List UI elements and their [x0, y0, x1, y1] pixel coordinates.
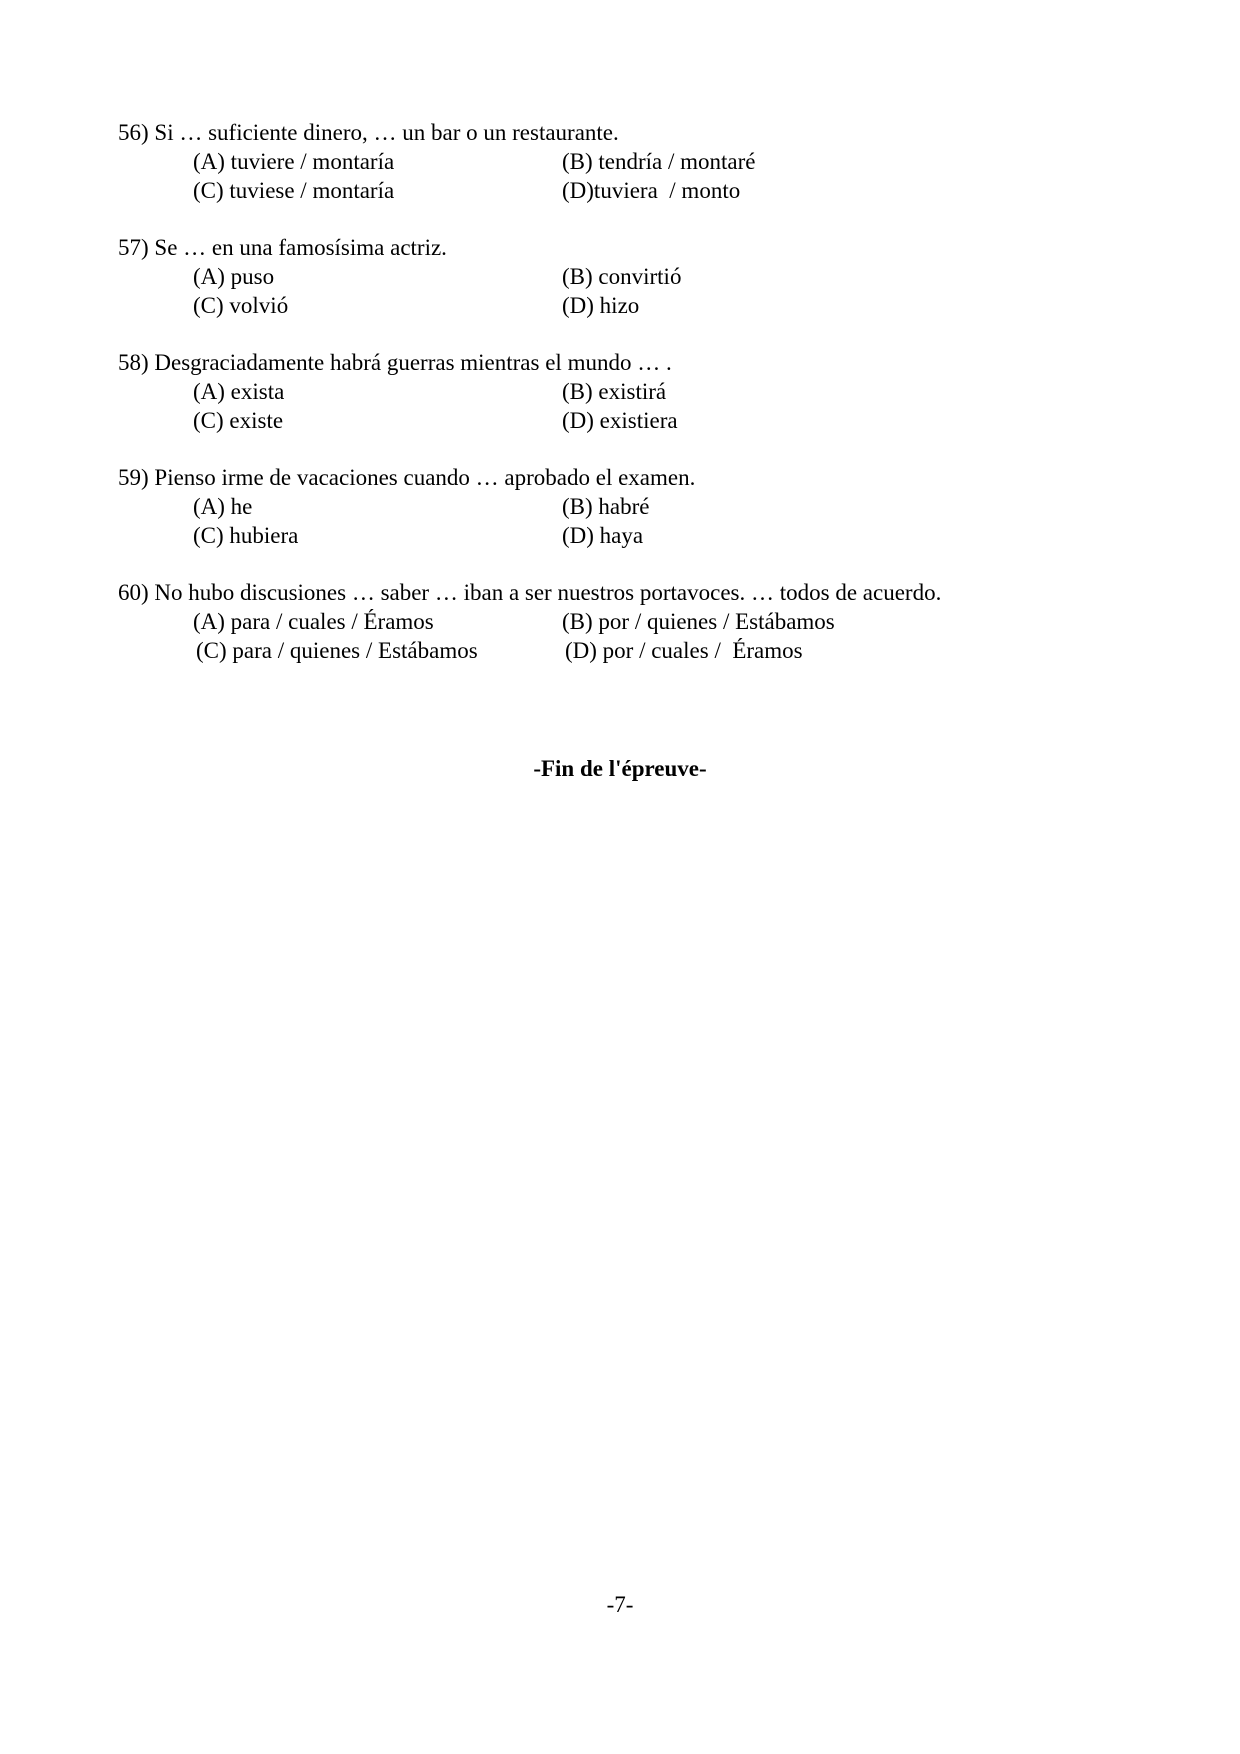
answer-options	[118, 492, 1158, 550]
option-b: (B) por / quienes / Estábamos	[562, 609, 835, 634]
answer-options	[118, 377, 1158, 435]
answer-options	[118, 262, 1158, 320]
question-stem: 57) Se … en una famosísima actriz.	[118, 235, 447, 260]
question-stem: 59) Pienso irme de vacaciones cuando … aprobado el examen.	[118, 465, 696, 490]
option-a: (A) he	[193, 494, 253, 519]
option-b: (B) tendría / montaré	[562, 149, 756, 174]
option-d: (D) por / cuales / Éramos	[565, 638, 803, 663]
option-a: (A) tuviere / montaría	[193, 149, 395, 174]
option-d: (D) hizo	[562, 293, 640, 318]
option-a: (A) puso	[193, 264, 275, 289]
question-stem: 60) No hubo discusiones … saber … iban a ser nuestros portavoces. … todos de acuerdo.	[118, 580, 942, 605]
option-c: (C) existe	[193, 408, 284, 433]
option-c: (C) hubiera	[193, 523, 299, 548]
option-c: (C) para / quienes / Estábamos	[196, 638, 478, 663]
option-a: (A) exista	[193, 379, 285, 404]
question-59	[118, 463, 1158, 550]
question-stem: 58) Desgraciadamente habrá guerras mientras el mundo … .	[118, 350, 672, 375]
option-c: (C) volvió	[193, 293, 289, 318]
question-58	[118, 348, 1158, 435]
question-stem: 56) Si … suficiente dinero, … un bar o un restaurante.	[118, 120, 619, 145]
option-b: (B) convirtió	[562, 264, 682, 289]
answer-options	[118, 607, 1158, 665]
option-a: (A) para / cuales / Éramos	[193, 609, 434, 634]
option-b: (B) habré	[562, 494, 650, 519]
page-number: -7-	[606, 1592, 634, 1617]
end-of-exam-text: -Fin de l'épreuve-	[533, 756, 707, 781]
option-d: (D) haya	[562, 523, 644, 548]
answer-options	[118, 147, 1158, 205]
option-d: (D)tuviera / monto	[562, 178, 741, 203]
option-c: (C) tuviese / montaría	[193, 178, 395, 203]
question-56	[118, 118, 1158, 205]
question-57	[118, 233, 1158, 320]
option-d: (D) existiera	[562, 408, 678, 433]
option-b: (B) existirá	[562, 379, 667, 404]
question-60	[118, 578, 1158, 665]
